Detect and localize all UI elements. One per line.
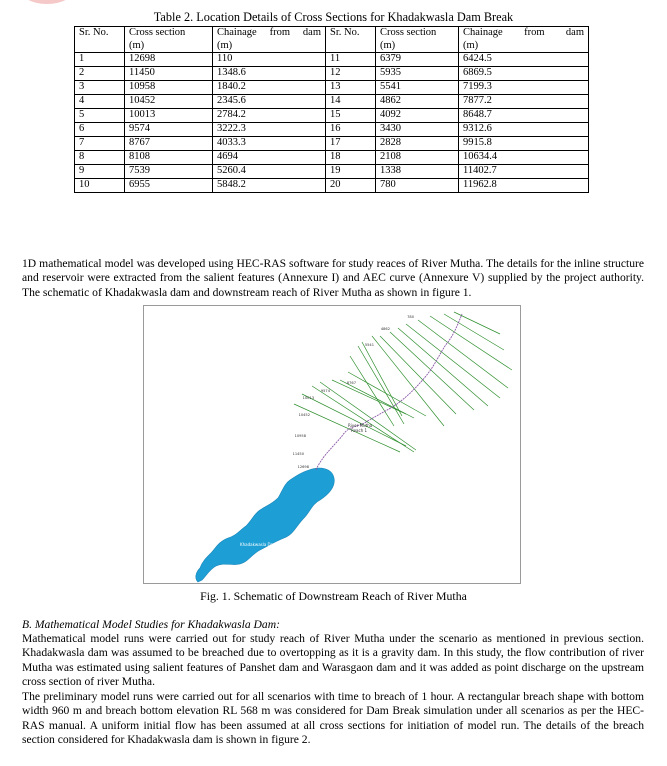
sr-no-cell: 6	[75, 123, 125, 137]
cross-section-cell: 6379	[376, 53, 459, 67]
chainage-cell: 11402.7	[459, 165, 589, 179]
table-row	[75, 179, 589, 193]
table-caption: Table 2. Location Details of Cross Sections for Khadakwasla Dam Break	[153, 10, 514, 24]
cross-section-line	[454, 312, 500, 334]
cross-section-label: 5541	[364, 343, 374, 347]
table-row	[75, 67, 589, 81]
chainage-cell: 6424.5	[459, 53, 589, 67]
chainage-cell: 2784.2	[213, 109, 326, 123]
chainage-cell: 3222.3	[213, 123, 326, 137]
chainage-cell: 8648.7	[459, 109, 589, 123]
cross-section-cell: 780	[376, 179, 459, 193]
reservoir-shape	[196, 468, 334, 582]
header-sr-no: Sr. No.	[75, 27, 125, 53]
sr-no-cell: 1	[75, 53, 125, 67]
cross-section-line	[418, 320, 508, 388]
chainage-cell: 110	[213, 53, 326, 67]
header-sr-no: Sr. No.	[326, 27, 376, 53]
cross-section-cell: 6955	[125, 179, 213, 193]
chainage-cell: 6869.5	[459, 67, 589, 81]
chainage-cell: 4694	[213, 151, 326, 165]
reservoir-label: Khadakwasla Dam	[240, 542, 277, 547]
cross-section-cell: 10958	[125, 81, 213, 95]
cross-section-cell: 2828	[376, 137, 459, 151]
sr-no-cell: 13	[326, 81, 376, 95]
chainage-cell: 5260.4	[213, 165, 326, 179]
cross-section-cell: 4092	[376, 109, 459, 123]
cross-section-cell: 8767	[125, 137, 213, 151]
cross-section-line	[358, 346, 404, 424]
chainage-cell: 9312.6	[459, 123, 589, 137]
paragraph-model-runs: Mathematical model runs were carried out for study reach of River Mutha under the scenario as mentioned in previous section. Khadakwasla dam was assumed to be breached due to overtopping as it is a gravity dam. In this study, the flow contribution of river Mutha was estimated using salient features of Panshet dam and Warasgaon dam and it was added as point discharge on the upstream cross section of river Mutha.	[22, 632, 644, 689]
chainage-cell: 9915.8	[459, 137, 589, 151]
cross-section-cell: 2108	[376, 151, 459, 165]
chainage-cell: 7199.3	[459, 81, 589, 95]
cross-section-line	[406, 324, 500, 398]
sr-no-cell: 8	[75, 151, 125, 165]
sr-no-cell: 20	[326, 179, 376, 193]
cross-section-cell: 8108	[125, 151, 213, 165]
chainage-cell: 5848.2	[213, 179, 326, 193]
table-row	[75, 109, 589, 123]
table-row	[75, 81, 589, 95]
cross-section-cell: 9574	[125, 123, 213, 137]
cross-section-line	[320, 382, 416, 450]
paragraph-intro: 1D mathematical model was developed using HEC-RAS software for study reaces of River Mutha. The details for the inline structure and reservoir were extracted from the salient features (Annexure I) and AEC curve (Annexure V) supplied by the project authority. The schematic of Khadakwasla dam and downstream reach of River Mutha as shown in figure 1.	[22, 257, 644, 299]
chainage-cell: 10634.4	[459, 151, 589, 165]
cross-section-label: 8767	[346, 381, 356, 385]
cross-section-label: 12698	[297, 465, 309, 469]
table-header-row	[75, 27, 589, 53]
cross-section-label: 10013	[302, 396, 314, 400]
table-row	[75, 151, 589, 165]
cross-section-cell: 5935	[376, 67, 459, 81]
cross-section-line	[390, 332, 474, 410]
reach-label-2: Reach 1	[351, 428, 368, 433]
sr-no-cell: 11	[326, 53, 376, 67]
cross-section-cell: 3430	[376, 123, 459, 137]
cross-section-cell: 11450	[125, 67, 213, 81]
sr-no-cell: 4	[75, 95, 125, 109]
chainage-cell: 11962.8	[459, 179, 589, 193]
cross-section-cell: 1338	[376, 165, 459, 179]
figure-caption: Fig. 1. Schematic of Downstream Reach of River Mutha	[200, 589, 467, 603]
schematic-svg	[144, 306, 520, 583]
cross-section-cell: 7539	[125, 165, 213, 179]
sr-no-cell: 15	[326, 109, 376, 123]
chainage-cell: 1840.2	[213, 81, 326, 95]
header-cross-section: Cross section (m)	[125, 27, 213, 53]
cross-section-label: 780	[407, 315, 414, 319]
sr-no-cell: 17	[326, 137, 376, 151]
cross-section-cell: 5541	[376, 81, 459, 95]
table-row	[75, 53, 589, 67]
sr-no-cell: 14	[326, 95, 376, 109]
header-chainage: Chainage from dam (m)	[213, 27, 326, 53]
table-row	[75, 123, 589, 137]
chainage-cell: 7877.2	[459, 95, 589, 109]
reach-label-1: River Mutha	[348, 423, 373, 428]
schematic-figure	[143, 305, 521, 584]
chainage-cell: 4033.3	[213, 137, 326, 151]
cross-section-label: 10958	[294, 434, 306, 438]
cross-section-line	[398, 328, 488, 406]
cross-sections	[294, 312, 512, 452]
chainage-cell: 1348.6	[213, 67, 326, 81]
cross-section-line	[430, 316, 512, 370]
sr-no-cell: 12	[326, 67, 376, 81]
header-chainage: Chainage from dam (m)	[459, 27, 589, 53]
table-row	[75, 95, 589, 109]
sr-no-cell: 3	[75, 81, 125, 95]
cross-section-label: 11450	[292, 452, 304, 456]
cross-section-cell: 4862	[376, 95, 459, 109]
section-heading: B. Mathematical Model Studies for Khadakwasla Dam:	[22, 618, 280, 631]
cross-section-label: 4862	[380, 327, 390, 331]
sr-no-cell: 19	[326, 165, 376, 179]
cross-section-label: 9574	[320, 389, 330, 393]
cross-section-cell: 10452	[125, 95, 213, 109]
cross-section-line	[362, 342, 402, 416]
sr-no-cell: 16	[326, 123, 376, 137]
sr-no-cell: 7	[75, 137, 125, 151]
cross-section-label: 10452	[298, 413, 310, 417]
sr-no-cell: 2	[75, 67, 125, 81]
sr-no-cell: 10	[75, 179, 125, 193]
cross-section-cell: 10013	[125, 109, 213, 123]
decorative-blob	[18, 0, 76, 4]
cross-section-cell: 12698	[125, 53, 213, 67]
paragraph-preliminary: The preliminary model runs were carried out for all scenarios with time to breach of 1 hour. A rectangular breach shape with bottom width 960 m and breach bottom elevation RL 568 m was considered for Dam Break simulation under all scenarios as per the HEC-RAS manual. A uniform initial flow has been assumed at all cross sections for initiation of model run. The details of the breach section considered for Khadakwasla dam is shown in figure 2.	[22, 690, 644, 747]
sr-no-cell: 5	[75, 109, 125, 123]
sr-no-cell: 18	[326, 151, 376, 165]
sr-no-cell: 9	[75, 165, 125, 179]
table-row	[75, 165, 589, 179]
header-cross-section: Cross section (m)	[376, 27, 459, 53]
table-row	[75, 137, 589, 151]
location-table	[74, 26, 589, 193]
cross-section-line	[348, 372, 426, 416]
chainage-cell: 2345.6	[213, 95, 326, 109]
